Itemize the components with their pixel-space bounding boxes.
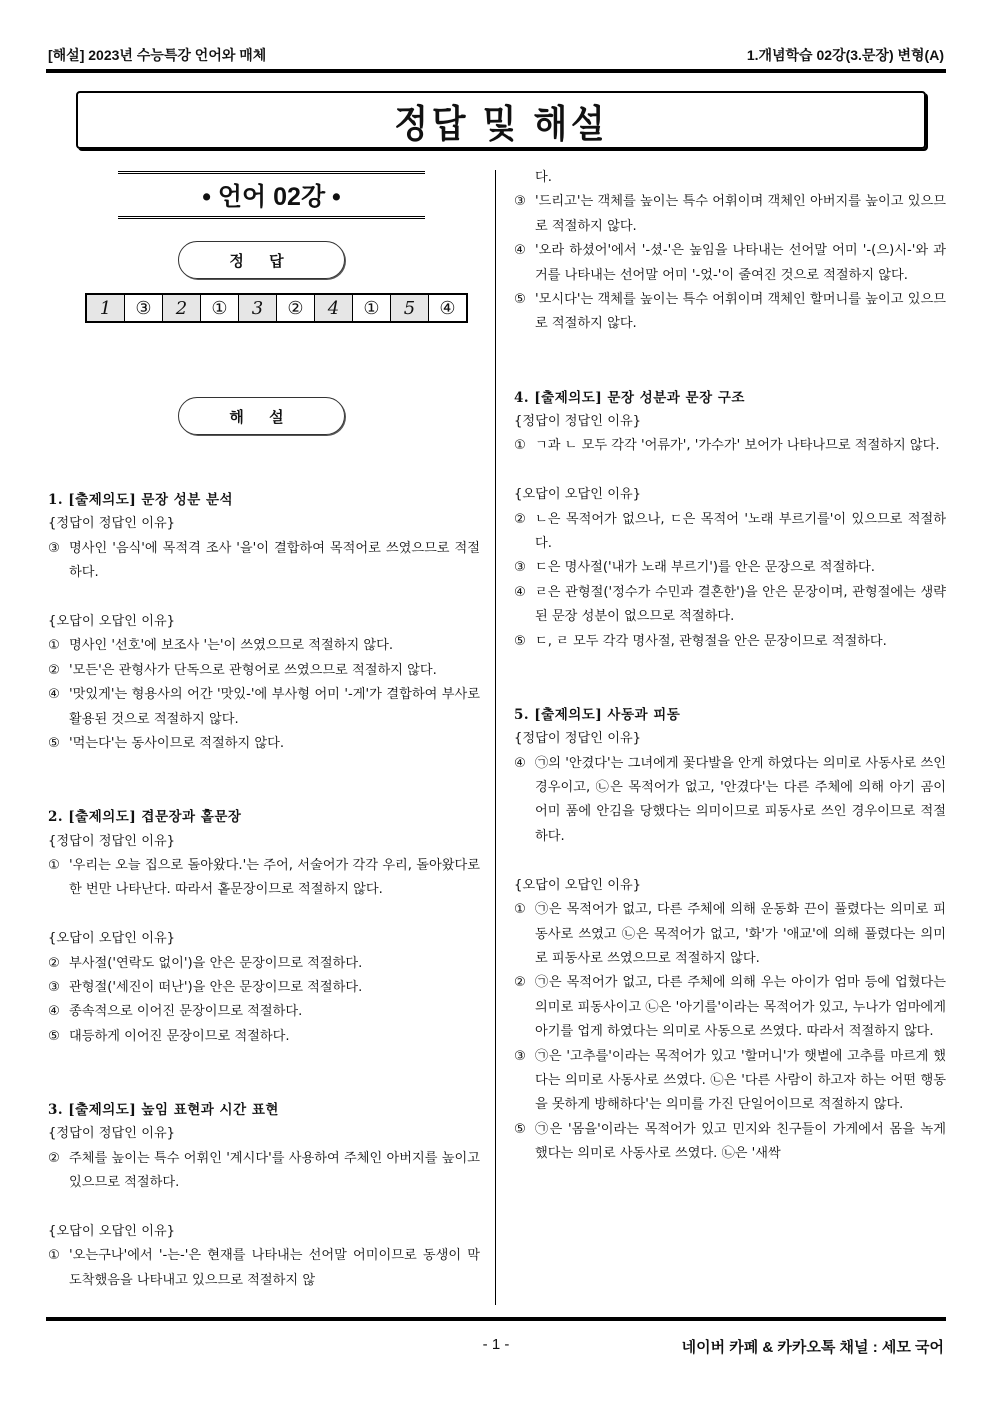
answer-a4: ① <box>353 294 391 322</box>
list-item: ⑤ '모시다'는 객체를 높이는 특수 어휘이며 객체인 할머니를 높이고 있으므로 적절하지 않다. <box>514 292 946 332</box>
list-item: ① ㉠은 목적어가 없고, 다른 주체에 의해 운동화 끈이 풀렸다는 의미로 피동사로 쓰였고 ㉡은 목적어가 없고, '화'가 '애교'에 의해 풀렸다는 의미로 피동사로 쓰였으므로 적절하지 않다. <box>514 902 946 966</box>
answer-table <box>85 293 468 323</box>
list-item: ② 부사절('연락도 없이')을 안은 문장이므로 적절하다. <box>48 955 363 971</box>
list-item: ④ '오라 하셨어'에서 '-셨-'은 높임을 나타내는 선어말 어미 '-(으)시-'와 과거를 나타내는 선어말 어미 '-었-'이 줄여진 것으로 적절하지 않다. <box>514 243 946 283</box>
list-item: ③ 관형절('세진이 떠난')을 안은 문장이므로 적절하다. <box>48 980 363 996</box>
answer-q1: 1 <box>86 294 125 322</box>
answer-q2: 2 <box>163 294 201 322</box>
footer-rule <box>46 1317 946 1321</box>
footer-channel: 네이버 카페 & 카카오톡 채널 : 세모 국어 <box>681 1339 944 1356</box>
list-item: ③ ㉠은 '고추를'이라는 목적어가 있고 '할머니'가 햇볕에 고추를 마르게 했다는 의미로 사동사로 쓰였다. ㉡은 '다른 사람이 하고자 하는 어떤 행동을 못하게 방해하다'는 의미를 가진 단일어이므로 적절하지 않다. <box>514 1048 946 1113</box>
list-item: ② '모든'은 관형사가 단독으로 관형어로 쓰였으므로 적절하지 않다. <box>48 662 437 678</box>
answer-a3: ② <box>277 294 315 322</box>
wrong-label: {오답이 오답인 이유} <box>48 1224 176 1240</box>
continued-text: 다. <box>535 170 552 185</box>
list-item: ⑤ '먹는다'는 동사이므로 적절하지 않다. <box>48 736 285 752</box>
wrong-label: {오답이 오답인 이유} <box>48 931 176 947</box>
correct-label: {정답이 정답인 이유} <box>514 414 642 430</box>
list-item: ⑤ 대등하게 이어진 문장이므로 적절하다. <box>48 1028 290 1044</box>
list-item: ④ 종속적으로 이어진 문장이므로 적절하다. <box>48 1004 303 1020</box>
title-box <box>76 91 926 149</box>
header-left: [해설] 2023년 수능특강 언어와 매체 <box>48 47 267 63</box>
list-item: ① ㄱ과 ㄴ 모두 각각 '어류가', '가수가' 보어가 나타나므로 적절하지 않다. <box>514 438 940 454</box>
list-item: ① '우리는 오늘 집으로 돌아왔다.'는 주어, 서술어가 각각 우리, 돌아왔다로 한 번만 나타난다. 따라서 홑문장이므로 적절하지 않다. <box>48 858 480 898</box>
column-divider <box>495 170 496 1305</box>
wrong-label: {오답이 오답인 이유} <box>48 614 176 630</box>
list-item: ② 주체를 높이는 특수 어휘인 '계시다'를 사용하여 주체인 아버지를 높이고 있으므로 적절하다. <box>48 1150 480 1191</box>
right-column <box>514 166 946 1167</box>
answer-a2: ① <box>201 294 239 322</box>
list-item: ① 명사인 '선호'에 보조사 '는'이 쓰였으므로 적절하지 않다. <box>48 638 394 654</box>
answer-pill: 정 답 <box>178 241 345 279</box>
wrong-label: {오답이 오답인 이유} <box>514 877 642 893</box>
list-item: ⑤ ㄷ, ㄹ 모두 각각 명사절, 관형절을 안은 문장이므로 적절하다. <box>514 633 887 649</box>
list-item: ④ '맛있게'는 형용사의 어간 '맛있-'에 부사형 어미 '-게'가 결합하여 부사로 활용된 것으로 적절하지 않다. <box>48 687 480 727</box>
correct-label: {정답이 정답인 이유} <box>48 516 176 532</box>
list-item: ③ 명사인 '음식'에 목적격 조사 '을'이 결합하여 목적어로 쓰였으므로 적절하다. <box>48 540 480 581</box>
list-item: ③ ㄷ은 명사절('내가 노래 부르기')를 안은 문장으로 적절하다. <box>514 560 875 576</box>
section-4-title: 4. [출제의도] 문장 성분과 문장 구조 <box>514 389 745 406</box>
correct-label: {정답이 정답인 이유} <box>48 1126 176 1142</box>
explanation-pill: 해 설 <box>178 397 345 435</box>
section-3-title: 3. [출제의도] 높임 표현과 시간 표현 <box>48 1102 279 1119</box>
answer-q3: 3 <box>239 294 277 322</box>
answer-q5: 5 <box>391 294 429 322</box>
correct-label: {정답이 정답인 이유} <box>48 833 176 849</box>
list-item: ④ ㄹ은 관형절('정수가 수민과 결혼한')을 안은 문장이며, 관형절에는 생략된 문장 성분이 없으므로 적절하다. <box>514 584 946 625</box>
list-item: ② ㉠은 목적어가 없고, 다른 주체에 의해 우는 아이가 엄마 등에 업혔다는 의미로 피동사이고 ㉡은 '아기를'이라는 목적어가 있고, 누나가 엄마에게 아기를 업게 하였다는 의미로 사동으로 쓰였다. 따라서 적절하지 않다. <box>514 975 946 1040</box>
page-header <box>48 44 944 66</box>
correct-label: {정답이 정답인 이유} <box>514 731 642 747</box>
answer-a1: ③ <box>125 294 163 322</box>
header-rule <box>46 69 946 73</box>
lecture-label: • 언어 02강 • <box>118 171 425 219</box>
page-title: 정답 및 해설 <box>393 103 609 146</box>
answer-a5: ④ <box>429 294 468 322</box>
list-item: ④ ㉠의 '안겼다'는 그녀에게 꽃다발을 안게 하였다는 의미로 사동사로 쓰인 경우이고, ㉡은 목적어가 없고, '안겼다'는 다른 주체에 의해 아기 곰이 어미 품에 안김을 당했다는 의미이므로 피동사로 쓰인 경우이므로 적절하다. <box>514 755 946 844</box>
list-item: ③ '드리고'는 객체를 높이는 특수 어휘이며 객체인 아버지를 높이고 있으므로 적절하지 않다. <box>514 194 946 234</box>
list-item: ⑤ ㉠은 '몸을'이라는 목적어가 있고 민지와 친구들이 가게에서 몸을 녹게 했다는 의미로 사동사로 쓰였다. ㉡은 '새싹 <box>514 1121 946 1162</box>
page-number: - 1 - <box>482 1336 510 1353</box>
answer-q4: 4 <box>315 294 353 322</box>
header-right: 1.개념학습 02강(3.문장) 변형(A) <box>746 47 944 63</box>
wrong-label: {오답이 오답인 이유} <box>514 487 642 503</box>
left-column <box>48 488 480 1293</box>
list-item: ② ㄴ은 목적어가 없으나, ㄷ은 목적어 '노래 부르기를'이 있으므로 적절하다. <box>514 511 946 552</box>
list-item: ① '오는구나'에서 '-는-'은 현재를 나타내는 선어말 어미이므로 동생이 막 도착했음을 나타내고 있으므로 적절하지 않 <box>48 1248 480 1288</box>
section-5-title: 5. [출제의도] 사동과 피동 <box>514 706 681 723</box>
section-1-title: 1. [출제의도] 문장 성분 분석 <box>48 492 234 508</box>
section-2-title: 2. [출제의도] 겹문장과 홑문장 <box>48 809 242 826</box>
